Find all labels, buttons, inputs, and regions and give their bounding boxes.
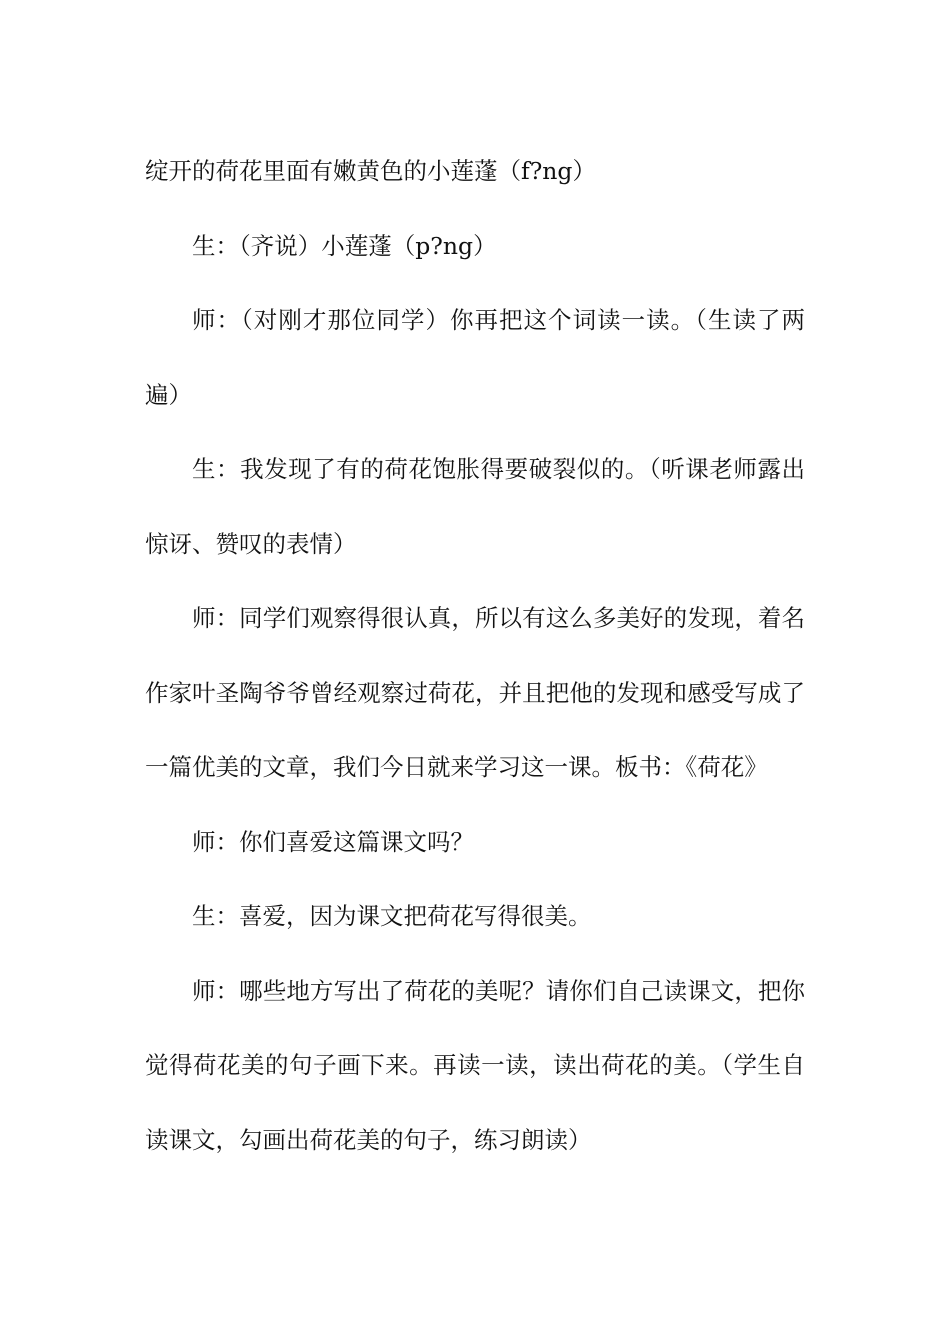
paragraph-6: 师：你们喜爱这篇课文吗？ — [192, 827, 474, 856]
paragraph-1: 绽开的荷花里面有嫩黄色的小莲蓬（f?ng） — [145, 157, 596, 185]
paragraph-3: 师：（对刚才那位同学）你再把这个词读一读。（生读了两遍） — [145, 306, 805, 409]
paragraph-2: 生：（齐说）小莲蓬（p?ng） — [192, 231, 497, 260]
paragraph-5: 师：同学们观察得很认真，所以有这么多美好的发现，着名作家叶圣陶爷爷曾经观察过荷花，并且把他的发现和感受写成了一篇优美的文章，我们今日就来学习这一课。板书：《荷花》 — [145, 604, 805, 781]
document-body — [145, 134, 805, 1177]
paragraph-7: 生：喜爱，因为课文把荷花写得很美。 — [192, 902, 592, 930]
paragraph-8: 师：哪些地方写出了荷花的美呢？请你们自己读课文，把你觉得荷花美的句子画下来。再读一读，读出荷花的美。（学生自读课文，勾画出荷花美的句子，练习朗读） — [145, 976, 805, 1154]
paragraph-4: 生：我发现了有的荷花饱胀得要破裂似的。（听课老师露出惊讶、赞叹的表情） — [145, 455, 805, 558]
